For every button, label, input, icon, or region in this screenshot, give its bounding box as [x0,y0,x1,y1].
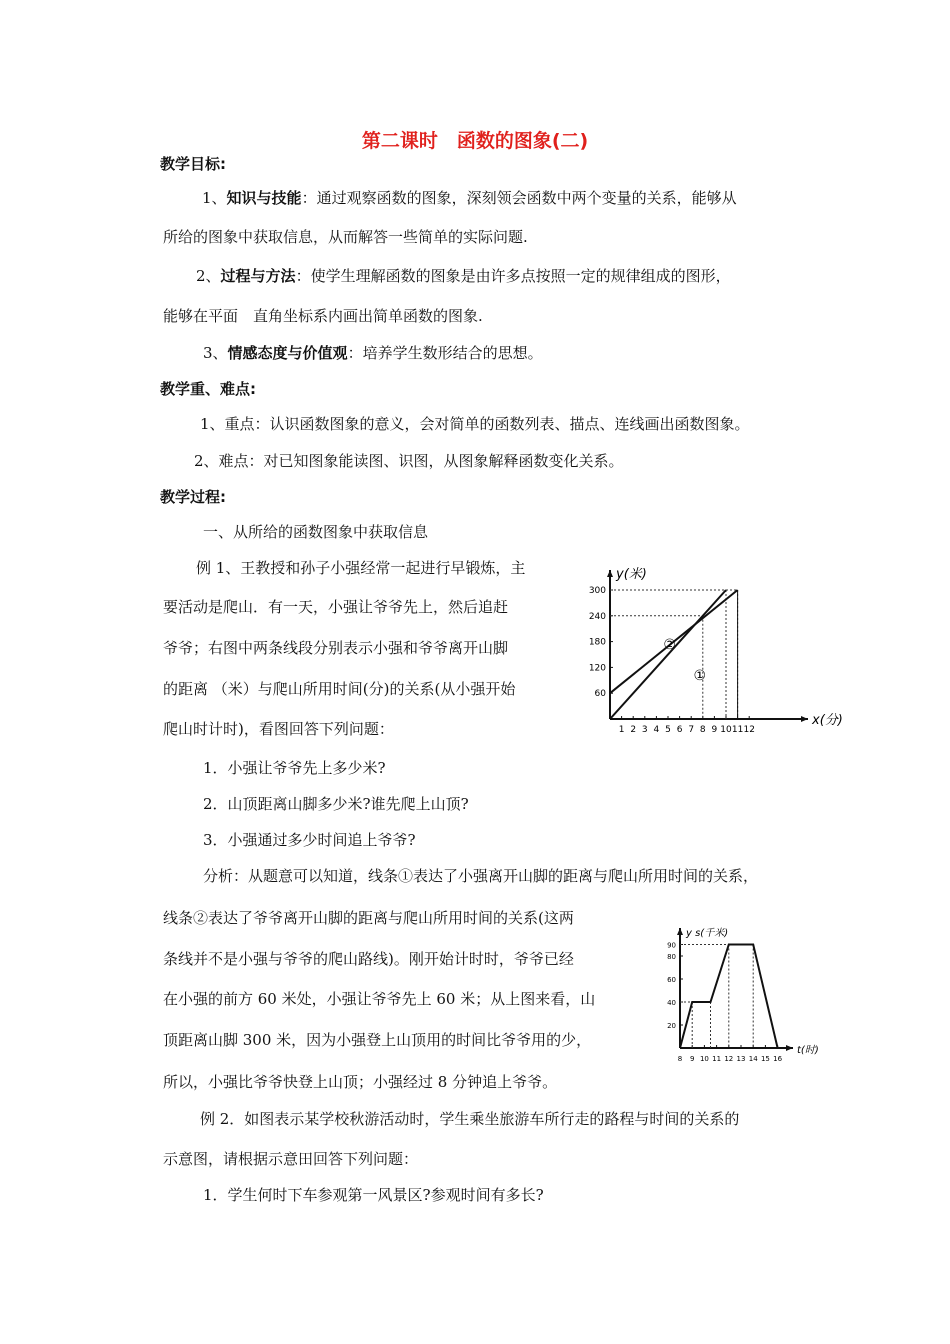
example-2-line-1: 例 2．如图表示某学校秋游活动时，学生乘坐旅游车所行走的路程与时间的关系的 [200,1110,740,1128]
x-tick-label: 2 [630,725,637,735]
x-tick-label: 12 [743,725,755,735]
section-1-heading: 一、从所给的函数图象中获取信息 [203,523,429,541]
x-tick-label: 12 [724,1055,734,1063]
x-axis-label: x(分) [812,713,843,728]
x-tick-label: 13 [736,1055,746,1063]
question-2: 2．山顶距离山脚多少米?谁先爬上山顶? [203,795,469,813]
analysis-line-3: 条线并不是小强与爷爷的爬山路线)。刚开始计时时，爷爷已经 [163,950,574,968]
series-line-1 [680,945,778,1049]
goal-1 [202,187,737,209]
x-tick-label: 6 [676,725,683,735]
x-tick-label: 10 [720,725,732,735]
y-axis-label: y(米) [616,567,647,582]
x-tick-label: 1 [618,725,625,735]
process-heading: 教学过程: [160,488,226,506]
x-tick-label: 14 [748,1055,758,1063]
y-axis-arrow [607,570,613,577]
y-tick-label: 90 [667,941,676,950]
x-axis-label: t(时) [797,1045,819,1056]
x-tick-label: 15 [760,1055,770,1063]
x-tick-label: 11 [712,1055,722,1063]
goals-heading: 教学目标: [160,155,226,173]
x-axis-arrow [786,1045,793,1051]
y-tick-label: 80 [667,953,676,961]
x-tick-label: 9 [711,725,718,735]
goal-2-cont: 能够在平面 直角坐标系内画出简单函数的图象. [163,307,483,325]
key-point-2: 2、难点：对已知图象能读图、识图，从图象解释函数变化关系。 [194,452,624,470]
y-tick-label: 60 [667,976,676,984]
goal-3-text: ：培养学生数形结合的思想。 [347,344,543,362]
x-tick-label: 11 [731,725,744,735]
goal-2-num: 2、 [196,267,221,285]
example-1-line-2: 要活动是爬山．有一天，小强让爷爷先上，然后追赶 [163,598,509,616]
goal-1-num: 1、 [202,189,227,207]
analysis-line-1: 分析：从题意可以知道，线条①表达了小强离开山脚的距离与爬山所用时间的关系， [203,867,759,885]
series-line-1 [610,590,726,719]
y-tick-label: 120 [588,663,606,674]
y-axis-label: y s(千米) [686,928,729,939]
x-tick-label: 16 [773,1055,783,1063]
goal-3-num: 3、 [203,344,228,362]
climb-distance-chart [580,556,843,748]
key-point-1: 1、重点：认识函数图象的意义，会对简单的函数列表、描点、连线画出函数图象。 [200,415,750,433]
page-title: 第二课时 函数的图象(二) [361,130,589,152]
keys-heading: 教学重、难点: [160,380,256,398]
x-axis-arrow [801,716,808,722]
y-tick-label: 180 [588,637,606,648]
goal-2-label: 过程与方法 [220,267,296,285]
example-1-line-1: 例 1、王教授和孙子小强经常一起进行早锻炼，主 [196,559,526,577]
analysis-line-5: 顶距离山脚 300 米，因为小强登上山顶用的时间比爷爷用的少， [163,1031,592,1049]
x-tick-label: 10 [699,1055,709,1063]
analysis-line-4: 在小强的前方 60 米处，小强让爷爷先上 60 米；从上图来看，山 [163,990,596,1008]
goal-3 [203,342,543,364]
goal-3-label: 情感态度与价值观 [227,344,348,362]
example-2-line-2: 示意图，请根据示意田回答下列问题： [163,1150,419,1168]
analysis-line-2: 线条②表达了爷爷离开山脚的距离与爬山所用时间的关系(这两 [163,909,574,927]
x-tick-label: 9 [689,1055,695,1063]
analysis-line-6: 所以，小强比爷爷快登上山顶；小强经过 8 分钟追上爷爷。 [163,1073,558,1091]
question-3: 3．小强通过多少时间追上爷爷? [203,831,416,849]
x-tick-label: 4 [653,725,660,735]
bus-trip-chart [655,918,825,1070]
y-axis-arrow [677,928,683,935]
question-1: 1．小强让爷爷先上多少米? [203,759,386,777]
goal-1-label: 知识与技能 [226,189,302,207]
x-tick-label: 8 [699,725,706,735]
goal-2-text: ：使学生理解函数的图象是由许多点按照一定的规律组成的图形， [295,267,731,285]
y-tick-label: 300 [588,586,606,596]
goal-2 [196,265,731,287]
example-2-question-1: 1．学生何时下车参观第一风景区?参观时间有多长? [203,1186,544,1204]
goal-1-cont: 所给的图象中获取信息，从而解答一些简单的实际问题. [163,228,528,246]
x-tick-label: 5 [665,725,671,735]
example-1-line-5: 爬山时计时)，看图回答下列问题： [163,720,394,738]
series-label-1: ① [693,668,707,684]
x-tick-label: 3 [641,725,648,735]
example-1-line-3: 爷爷；右图中两条线段分别表示小强和爷爷离开山脚 [163,639,509,657]
series-label-2: ② [663,637,676,654]
y-tick-label: 60 [594,689,606,700]
x-tick-label: 8 [677,1055,683,1063]
y-tick-label: 240 [588,611,606,622]
example-1-line-4: 的距离 （米）与爬山所用时间(分)的关系(从小强开始 [163,680,516,698]
y-tick-label: 40 [667,999,676,1007]
y-tick-label: 20 [667,1022,676,1030]
goal-1-text: ：通过观察函数的图象，深刻领会函数中两个变量的关系，能够从 [301,189,737,207]
x-tick-label: 7 [688,725,695,735]
